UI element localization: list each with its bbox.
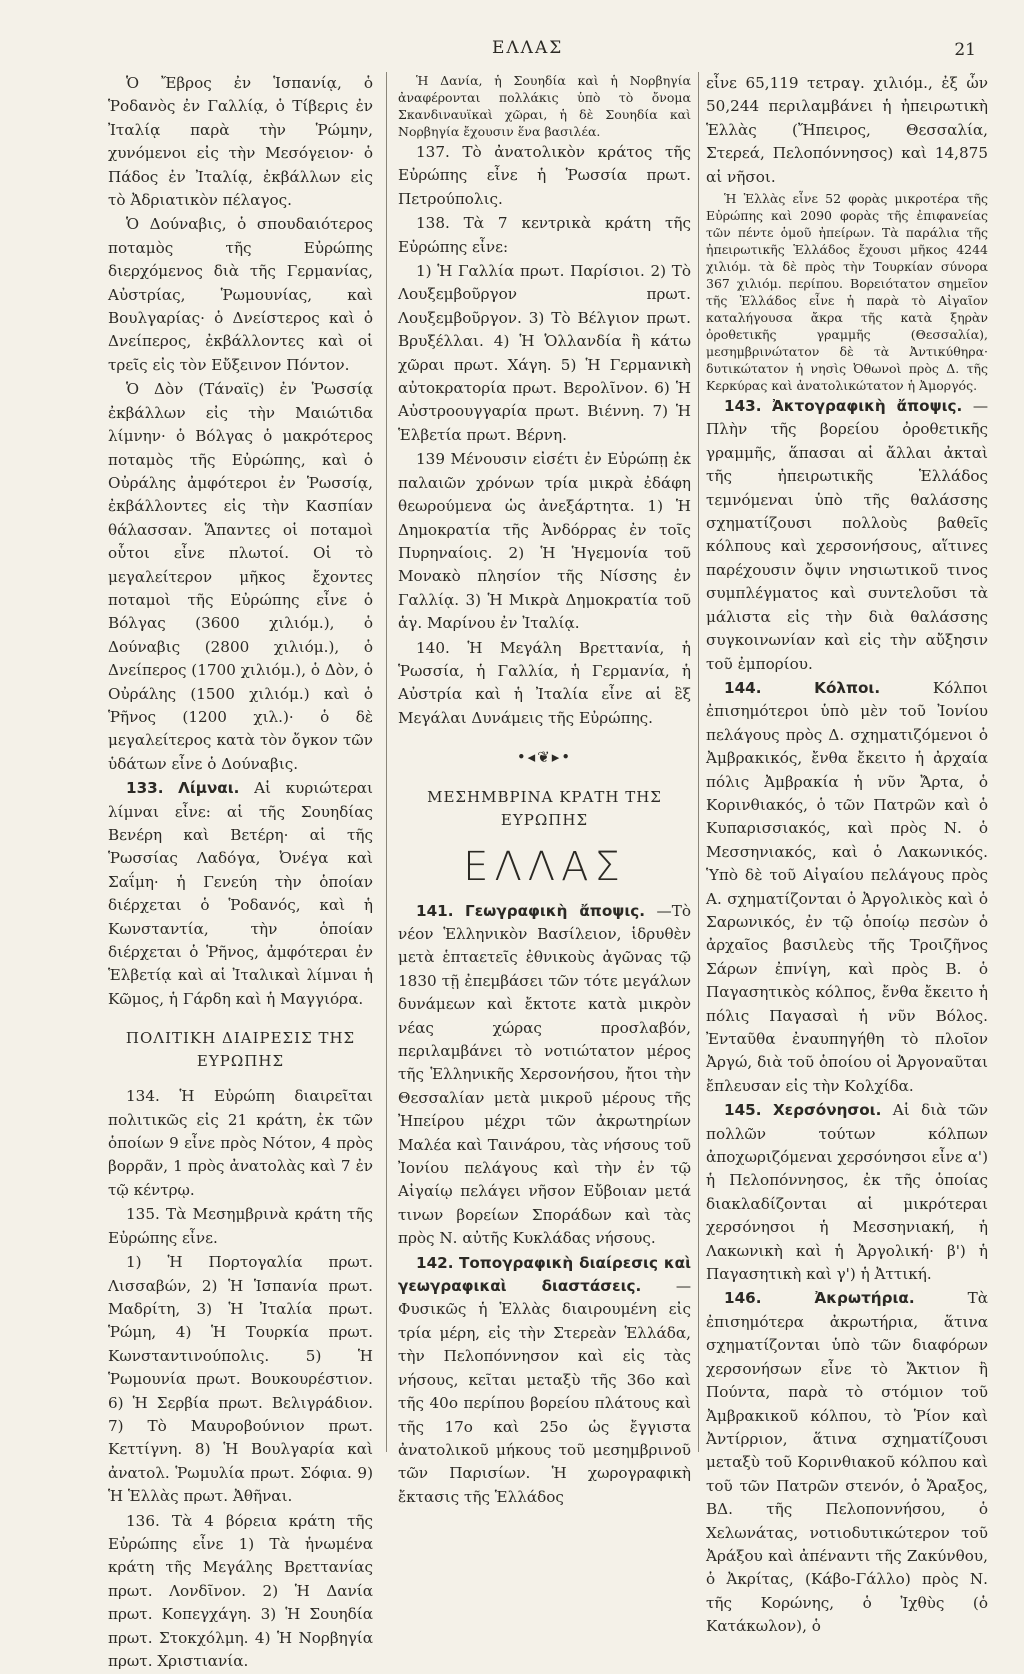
section-number: 144. bbox=[724, 678, 762, 697]
section-133 bbox=[108, 777, 373, 1011]
section-143 bbox=[706, 395, 988, 676]
paragraph: Ὁ Ἔβρος ἐν Ἱσπανίᾳ, ὁ Ῥοδανὸς ἐν Γαλλίᾳ, ὁ Τίβερις ἐν Ἰταλίᾳ παρὰ τὴν Ῥώμην, χυνόμενοι εἰς τὴν Μεσόγειον· ὁ Πάδος ἐν Ἰταλίᾳ, ἐκβάλλων εἰς τὸ Ἀδριατικὸν πέλαγος. bbox=[108, 74, 373, 210]
section-number: 146. bbox=[724, 1289, 762, 1308]
section-text: —Πλὴν τῆς βορείου ὀροθετικῆς γραμμῆς, ἅπασαι αἱ ἄλλαι ἀκταὶ τῆς ἠπειρωτικῆς Ἑλλάδος τεμνόμεναι ὑπὸ τῆς θαλάσσης σχηματίζουσι πολλοὺς βαθεῖς κόλπους καὶ χερσονήσους, αἵτινες παρέχουσιν ὄψιν νησιωτικοῦ τινος συμπλέγματος καὶ συντελοῦσι τὰ μάλιστα εἰς τὴν διὰ θαλάσσης συγκοινωνίαν καὶ εἰς τὴν αὔξησιν τοῦ ἐμπορίου. bbox=[706, 397, 989, 673]
running-title: ΕΛΛΑΣ bbox=[492, 38, 564, 58]
section-title: Χερσόνησοι. bbox=[772, 1101, 882, 1120]
paragraph: 134. Ἡ Εὐρώπη διαιρεῖται πολιτικῶς εἰς 21 κράτη, ἐκ τῶν ὁποίων 9 εἶνε πρὸς Νότον, 4 πρὸς βορρᾶν, 1 πρὸς ἀνατολὰς καὶ 7 ἐν τῷ κέντρῳ. bbox=[108, 1087, 373, 1199]
column-right bbox=[706, 72, 988, 1640]
section-text: —Τὸ νέον Ἑλληνικὸν Βασίλειον, ἱδρυθὲν μετὰ ἑπταετεῖς ἐθνικοὺς ἀγῶνας τῷ 1830 τῇ ἐπεμβάσει τῶν τότε μεγάλων δυνάμεων καὶ ἔκτοτε κατὰ μικρὸν νέας χώρας προσλαβόν, περιλαμβάνει τὸ νοτιώτατον μέρος τῆς Ἑλληνικῆς Χερσονήσου, ἤτοι τὴν Θεσσαλίαν μετὰ μικροῦ μέρους τῆς Ἠπείρου μέχρι τῶν ἀκρωτηρίων Μαλέα καὶ Ταινάρου, τὰς νήσους τοῦ Ἰονίου πελάγους καὶ τὴν ἐν τῷ Αἰγαίῳ πελάγει νῆσον Εὔβοιαν μετά τινων βορείων Σποράδων καὶ τὰς πρὸς Ν. αὐτῆς Κυκλάδας νήσους. bbox=[398, 901, 692, 1248]
paragraph: Ὁ Δὸν (Τάναϊς) ἐν Ῥωσσίᾳ ἐκβάλλων εἰς τὴν Μαιώτιδα λίμνην· ὁ Βόλγας ὁ μακρότερος ποταμὸς τῆς Εὐρώπης, καὶ ὁ Οὐράλης ἀμφότεροι ἐν Ῥωσσίᾳ, ἐκβάλλοντες εἰς τὴν Κασπίαν θάλασσαν. Ἅπαντες οἱ ποταμοὶ οὗτοι εἶνε πλωτοί. Οἱ τὸ μεγαλείτερον μῆκος ἔχοντες ποταμοὶ τῆς Εὐρώπης εἶνε ὁ Βόλγας (3600 χιλιόμ.), ὁ Δούναβις (2800 χιλιόμ.), ὁ Δνείπερος (1700 χιλιόμ.), ὁ Δὸν, ὁ Οὐράλης (1500 χιλιόμ.) καὶ ὁ Ῥῆνος (1200 χιλ.)· ὁ δὲ μεγαλείτερος κατὰ τὸν ὄγκον τῶν ὑδάτων εἶνε ὁ Δούναβις. bbox=[108, 380, 373, 773]
paragraph: 139 Μένουσιν εἰσέτι ἐν Εὐρώπῃ ἐκ παλαιῶν χρόνων τρία μικρὰ ἐδάφη θεωρούμενα ὡς ἀνεξάρτητα. 1) Ἡ Δημοκρατία τῆς Ἀνδόρρας ἐν τοῖς Πυρηναίοις. 2) Ἡ Ἡγεμονία τοῦ Μονακὸ πλησίον τῆς Νίσσης ἐν Γαλλίᾳ. 3) Ἡ Μικρὰ Δημοκρατία τοῦ ἁγ. Μαρίνου ἐν Ἰταλίᾳ. bbox=[398, 450, 691, 633]
section-title: Ἀκρωτήρια. bbox=[814, 1289, 915, 1308]
section-number: 141. bbox=[416, 901, 454, 920]
column-divider bbox=[386, 72, 387, 1452]
section-number: 143. bbox=[724, 397, 762, 416]
paragraph: 137. Τὸ ἀνατολικὸν κράτος τῆς Εὐρώπης εἶνε ἡ Ῥωσσία πρωτ. Πετρούπολις. bbox=[398, 143, 691, 208]
section-144 bbox=[706, 677, 988, 1098]
chapter-title: ΕΛΛΑΣ bbox=[463, 843, 626, 890]
paragraph: 1) Ἡ Γαλλία πρωτ. Παρίσιοι. 2) Τὸ Λουξεμβοῦργον πρωτ. Λουξεμβοῦργον. 3) Τὸ Βέλγιον πρωτ. Βρυξέλλαι. 4) Ἡ Ὁλλανδία ἢ κάτω χῶραι πρωτ. Χάγη. 5) Ἡ Γερμανικὴ αὐτοκρατορία πρωτ. Βερολῖνον. 6) Ἡ Αὐστροουγγαρία πρωτ. Βιέννη. 7) Ἡ Ἑλβετία πρωτ. Βέρνη. bbox=[398, 262, 691, 444]
section-145 bbox=[706, 1099, 988, 1286]
section-142 bbox=[398, 1252, 691, 1509]
section-title: Κόλποι. bbox=[814, 678, 881, 697]
section-text: Αἱ διὰ τῶν πολλῶν τούτων κόλπων ἀποχωριζόμεναι χερσόνησοι εἶνε α') ἡ Πελοπόννησος, ἐκ τῆς ὁποίας διακλαδίζονται αἱ μικρότεραι χερσόνησοι ἡ Μεσσηνιακή, ἡ Λακωνικὴ καὶ ἡ Ἀργολική· β') ἡ Παγασητικὴ καὶ γ') ἡ Ἀττική. bbox=[706, 1101, 988, 1284]
paragraph: Ἡ Δανία, ἡ Σουηδία καὶ ἡ Νορβηγία ἀναφέρονται πολλάκις ὑπὸ τὸ ὄνομα Σκανδιναυϊκαὶ χῶραι, ἡ δὲ Σουηδία καὶ Νορβηγία ἔχουσιν ἕνα βασιλέα. bbox=[398, 73, 691, 139]
section-title: Ἀκτογραφικὴ ἄποψις. bbox=[772, 397, 963, 416]
paragraph: 135. Τὰ Μεσημβρινὰ κράτη τῆς Εὐρώπης εἶνε. bbox=[108, 1205, 373, 1247]
column-left bbox=[108, 72, 373, 1674]
section-title: Τοπογραφικὴ διαίρεσις καὶ γεωγραφικαὶ διαστάσεις. bbox=[398, 1253, 691, 1296]
section-title: Λίμναι. bbox=[178, 779, 240, 798]
paragraph: 140. Ἡ Μεγάλη Βρεττανία, ἡ Ῥωσσία, ἡ Γαλλία, ἡ Γερμανία, ἡ Αὐστρία καὶ ἡ Ἰταλία εἶνε αἱ ἓξ Μεγάλαι Δυνάμεις τῆς Εὐρώπης. bbox=[398, 638, 691, 727]
section-number: 142. bbox=[416, 1253, 454, 1272]
section-number: 145. bbox=[724, 1101, 762, 1120]
paragraph: εἶνε 65,119 τετραγ. χιλιόμ., ἐξ ὧν 50,244 περιλαμβάνει ἡ ἠπειρωτικὴ Ἑλλὰς (Ἤπειρος, Θεσσαλία, Στερεά, Πελοπόννησος) καὶ 14,875 αἱ νῆσοι. bbox=[706, 74, 988, 186]
section-146 bbox=[706, 1287, 988, 1638]
column-divider bbox=[698, 72, 699, 1452]
paragraph: 138. Τὰ 7 κεντρικὰ κράτη τῆς Εὐρώπης εἶνε: bbox=[398, 214, 691, 256]
section-text: Αἱ κυριώτεραι λίμναι εἶνε: αἱ τῆς Σουηδίας Βενέρη καὶ Βετέρη· αἱ τῆς Ῥωσσίας Λαδόγα, Ὀνέγα καὶ Σαΐμη· ἡ Γενεύη τὴν ὁποίαν διέρχεται ὁ Ῥοδανός, καὶ ἡ Κωνσταντία, τὴν ὁποίαν διέρχεται ὁ Ῥῆνος, ἀμφότεραι ἐν Ἑλβετίᾳ καὶ αἱ Ἰταλικαὶ λίμναι ἡ Κῶμος, ἡ Γάρδη καὶ ἡ Μαγγιόρα. bbox=[108, 779, 374, 1008]
section-text: —Φυσικῶς ἡ Ἑλλὰς διαιρουμένη εἰς τρία μέρη, εἰς τὴν Στερεὰν Ἑλλάδα, τὴν Πελοπόννησον καὶ εἰς τὰς νήσους, κεῖται μεταξὺ τῆς 36ο καὶ τῆς 40ο περίπου βορείου πλάτους καὶ τῆς 17ο καὶ 25ο ὡς ἔγγιστα ἀνατολικοῦ μήκους τοῦ μεσημβρινοῦ τῶν Παρισίων. Ἡ χωρογραφικὴ ἔκτασις τῆς Ἑλλάδος bbox=[398, 1277, 692, 1506]
section-heading: ΜΕΣΗΜΒΡΙΝΑ ΚΡΑΤΗ ΤΗΣ ΕΥΡΩΠΗΣ bbox=[427, 787, 662, 829]
paragraph-small: Ἡ Ἑλλὰς εἶνε 52 φορὰς μικροτέρα τῆς Εὐρώπης καὶ 2090 φορὰς τῆς ἐπιφανείας τῶν πέντε ὁμοῦ ἠπείρων. Τὰ παράλια τῆς ἠπειρωτικῆς Ἑλλάδος ἔχουσι μῆκος 4244 χιλιόμ. τὰ δὲ πρὸς τὴν Τουρκίαν σύνορα 367 χιλιόμ. περίπου. Βορειότατον σημεῖον τῆς Ἑλλάδος εἶνε ἡ παρὰ τὸ Αἰγαῖον καταλήγουσα ἄκρα τῆς κατὰ ξηρὰν ὀροθετικῆς γραμμῆς (Θεσσαλία), μεσημβρινώτατον δὲ τὰ Ἀντικύθηρα· δυτικώτατον ἡ νησὶς Ὀθωνοὶ πρὸς Δ. τῆς Κερκύρας καὶ ἀνατολικώτατον ἡ Ἀμοργός. bbox=[706, 191, 988, 394]
section-title: Γεωγραφικὴ ἄποψις. bbox=[465, 901, 646, 920]
section-text: Κόλποι ἐπισημότεροι ὑπὸ μὲν τοῦ Ἰονίου πελάγους πρὸς Δ. σχηματιζόμενοι ὁ Ἀμβρακικός, ἔνθα ἔκειτο ἡ ἀρχαία πόλις Ἀμβρακία ἡ νῦν Ἄρτα, ὁ Κορινθιακός, ὁ τῶν Πατρῶν καὶ ὁ Κυπαρισσιακός, καὶ πρὸς Ν. ὁ Μεσσηνιακός, καὶ ὁ Λακωνικός. Ὑπὸ δὲ τοῦ Αἰγαίου πελάγους πρὸς Α. σχηματίζονται ὁ Ἀργολικὸς καὶ ὁ Σαρωνικός, ἐν τῷ ὁποίῳ πεσὼν ὁ ἀρχαῖος βασιλεὺς τῆς Τροιζῆνος Σάρων ἐπνίγη, καὶ πρὸς Β. ὁ Παγασητικὸς κόλπος, ἔνθα ἔκειτο ἡ πόλις Παγασαὶ ἡ νῦν Βόλος. Ἐνταῦθα ἐναυπηγήθη τὸ πλοῖον Ἀργώ, διὰ τοῦ ὁποίου οἱ Ἀργοναῦται ἔπλευσαν εἰς τὴν Κολχίδα. bbox=[706, 678, 989, 1095]
column-middle bbox=[398, 72, 691, 1510]
section-141 bbox=[398, 900, 691, 1251]
section-text: Τὰ ἐπισημότερα ἀκρωτήρια, ἅτινα σχηματίζονται ὑπὸ τῶν διαφόρων χερσονήσων εἶνε τὸ Ἄκτιον ἢ Πούντα, παρὰ τὸ στόμιον τοῦ Ἀμβρακικοῦ κόλπου, τὸ Ῥίον καὶ Ἀντίρριον, ἅτινα σχηματίζουσι μεταξὺ τοῦ Κορινθιακοῦ κόλπου καὶ τοῦ τῶν Πατρῶν στενόν, ὁ Ἄραξος, ΒΔ. τῆς Πελοποννήσου, ὁ Χελωνάτας, νοτιοδυτικώτερον τοῦ Ἀράξου καὶ ἀπέναντι τῆς Ζακύνθου, ὁ Ἀκρίτας, (Κάβο-Γάλλο) πρὸς Ν. τῆς Κορώνης, ὁ Ἰχθὺς (ὁ Κατάκωλον), ὁ bbox=[706, 1289, 988, 1636]
page-number: 21 bbox=[954, 40, 976, 60]
section-heading: ΠΟΛΙΤΙΚΗ ΔΙΑΙΡΕΣΙΣ ΤΗΣ ΕΥΡΩΠΗΣ bbox=[125, 1029, 356, 1071]
ornament: •◂❦▸• bbox=[516, 748, 573, 767]
page-header bbox=[0, 38, 1024, 68]
paragraph: 136. Τὰ 4 βόρεια κράτη τῆς Εὐρώπης εἶνε 1) Τὰ ἡνωμένα κράτη τῆς Μεγάλης Βρεττανίας πρωτ. Λονδῖνον. 2) Ἡ Δανία πρωτ. Κοπεγχάγη. 3) Ἡ Σουηδία πρωτ. Στοκχόλμη. 4) Ἡ Νορβηγία πρωτ. Χριστιανία. bbox=[108, 1511, 373, 1670]
section-number: 133. bbox=[126, 779, 164, 798]
paragraph: 1) Ἡ Πορτογαλία πρωτ. Λισσαβών, 2) Ἡ Ἱσπανία πρωτ. Μαδρίτη, 3) Ἡ Ἰταλία πρωτ. Ῥώμη, 4) Ἡ Τουρκία πρωτ. Κωνσταντινούπολις. 5) Ἡ Ῥωμουνία πρωτ. Βουκουρέστιον. 6) Ἡ Σερβία πρωτ. Βελιγράδιον. 7) Τὸ Μαυροβούνιον πρωτ. Κεττίγνη. 8) Ἡ Βουλγαρία καὶ ἀνατολ. Ῥωμυλία πρωτ. Σόφια. 9) Ἡ Ἑλλὰς πρωτ. Ἀθῆναι. bbox=[108, 1253, 373, 1506]
paragraph: Ὁ Δούναβις, ὁ σπουδαιότερος ποταμὸς τῆς Εὐρώπης διερχόμενος διὰ τῆς Γερμανίας, Αὐστρίας, Ῥωμουνίας, καὶ Βουλγαρίας· ὁ Δνείστερος καὶ ὁ Δνείπερος, ἐκβάλλοντες καὶ οἱ τρεῖς εἰς τὸν Εὔξεινον Πόντον. bbox=[108, 215, 373, 374]
